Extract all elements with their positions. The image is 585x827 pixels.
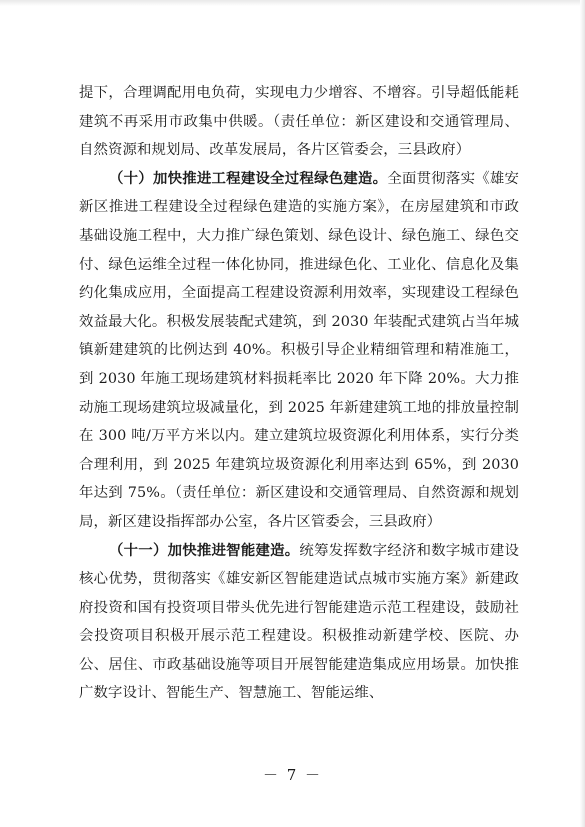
section-heading: （十一）加快推进智能建造。 <box>109 542 300 559</box>
paragraph-continuation <box>79 79 519 165</box>
paragraph-section-10 <box>79 165 519 537</box>
section-heading: （十）加快推进工程建设全过程绿色建造。 <box>109 170 388 187</box>
page-top-edge <box>0 0 585 6</box>
paragraph-section-11 <box>79 537 519 709</box>
page-number: － 7 － <box>262 766 323 784</box>
paragraph-text: 提下，合理调配用电负荷，实现电力少增容、不增容。引导超低能耗建筑不再采用市政集中供暖。（责任单位：新区建设和交通管理局、自然资源和规划局、改革发展局，各片区管委会，三县政府） <box>79 85 519 159</box>
document-body <box>79 79 519 708</box>
page-right-edge <box>580 0 585 827</box>
paragraph-text: 全面贯彻落实《雄安新区推进工程建设全过程绿色建造的实施方案》，在房屋建筑和市政基础设施工程中，大力推广绿色策划、绿色设计、绿色施工、绿色交付、绿色运维全过程一体化协同，推进绿色化、工业化、信息化及集约化集成应用，全面提高工程建设资源利用效率，实现建设工程绿色效益最大化。积极发展装配式建筑，到 2030 年装配式建筑占当年城镇新建建筑的比例达到 40%。积极引导企业精细管理和精准施工，到 2030 年施工现场建筑材料损耗率比 2020 年下降 20%。大力推动施工现场建筑垃圾减量化，到 2025 年新建建筑工地的排放量控制在 300 吨/万平方米以内。建立建筑垃圾资源化利用体系，实行分类合理利用，到 2025 年建筑垃圾资源化利用率达到 65%，到 2030 年达到 75%。（责任单位：新区建设和交通管理局、自然资源和规划局，新区建设指挥部办公室，各片区管委会，三县政府） <box>79 170 520 530</box>
paragraph-text: 统筹发挥数字经济和数字城市建设核心优势，贯彻落实《雄安新区智能建造试点城市实施方案》新建政府投资和国有投资项目带头优先进行智能建造示范工程建设，鼓励社会投资项目积极开展示范工程建设。积极推动新建学校、医院、办公、居住、市政基础设施等项目开展智能建造集成应用场景。加快推广数字设计、智能生产、智慧施工、智能运维、 <box>79 542 519 702</box>
